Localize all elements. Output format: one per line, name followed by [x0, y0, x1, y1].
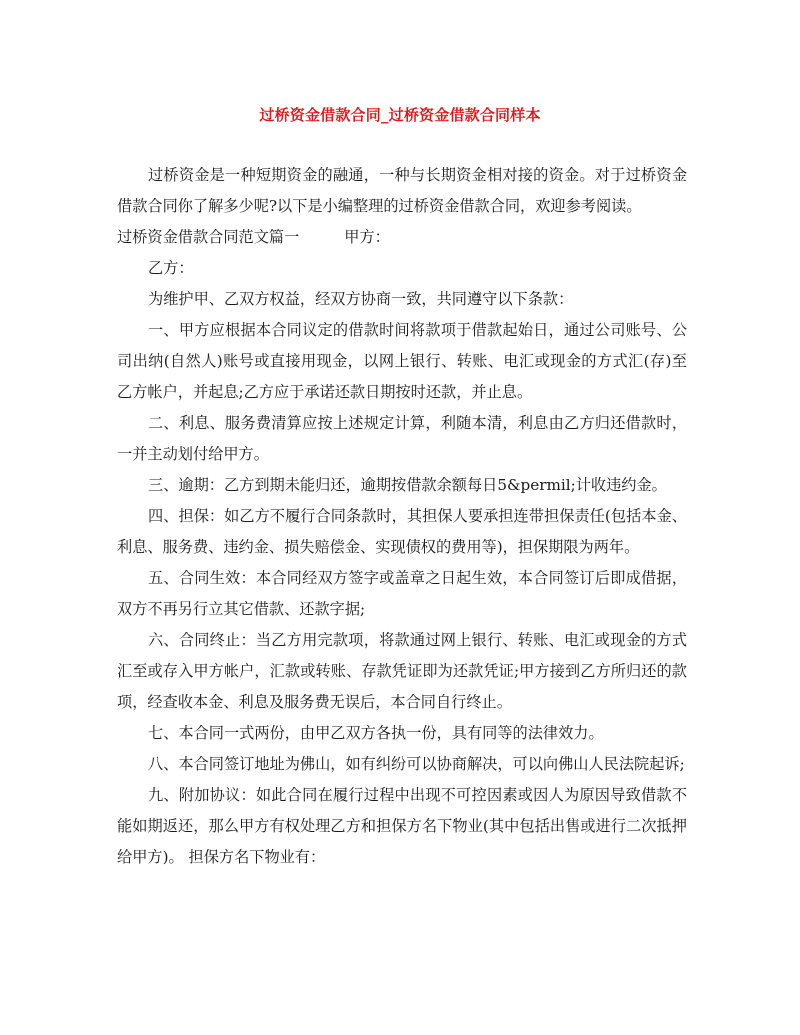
clause-9-text: 九、附加协议：如此合同在履行过程中出现不可控因素或因人为原因导致借款不能如期返还，那么甲方有权处理乙方和担保方名下物业(其中包括出售或进行二次抵押给甲方)。	[117, 786, 687, 866]
preamble-paragraph: 为维护甲、乙双方权益，经双方协商一致，共同遵守以下条款：	[148, 290, 574, 308]
sample-label: 过桥资金借款合同范文篇一	[117, 228, 300, 246]
clause-5: 五、合同生效：本合同经双方签字或盖章之日起生效，本合同签订后即成借据，双方不再另行立其它借款、还款字据;	[117, 569, 687, 618]
sample-heading-line	[117, 222, 687, 253]
clause-2: 二、利息、服务费清算应按上述规定计算，利随本清，利息由乙方归还借款时，一并主动划付给甲方。	[117, 414, 687, 463]
document-title: 过桥资金借款合同_过桥资金借款合同样本	[259, 106, 541, 124]
clause-9	[117, 780, 687, 873]
clause-7: 七、本合同一式两份，由甲乙双方各执一份，具有同等的法律效力。	[148, 724, 604, 742]
intro-paragraph: 过桥资金是一种短期资金的融通，一种与长期资金相对接的资金。对于过桥资金借款合同你了解多少呢?以下是小编整理的过桥资金借款合同，欢迎参考阅读。	[117, 166, 687, 215]
party-a-label: 甲方：	[344, 228, 390, 246]
party-b-label: 乙方：	[148, 259, 194, 277]
clause-1: 一、甲方应根据本合同议定的借款时间将款项于借款起始日，通过公司账号、公司出纳(自然人)账号或直接用现金，以网上银行、转账、电汇或现金的方式汇(存)至乙方帐户，并起息;乙方应于承诺还款日期按时还款，并止息。	[117, 321, 687, 401]
clause-3: 三、逾期：乙方到期未能归还，逾期按借款余额每日5&permil;计收违约金。	[148, 476, 667, 494]
document-body	[117, 160, 687, 873]
clause-8: 八、本合同签订地址为佛山，如有纠纷可以协商解决，可以向佛山人民法院起诉;	[148, 755, 685, 773]
guarantor-property-label: 担保方名下物业有：	[188, 848, 326, 866]
clause-6: 六、合同终止：当乙方用完款项，将款通过网上银行、转账、电汇或现金的方式汇至或存入甲方帐户，汇款或转账、存款凭证即为还款凭证;甲方接到乙方所归还的款项，经查收本金、利息及服务费无误后，本合同自行终止。	[117, 631, 687, 711]
clause-4: 四、担保：如乙方不履行合同条款时，其担保人要承担连带担保责任(包括本金、利息、服务费、违约金、损失赔偿金、实现债权的费用等)，担保期限为两年。	[117, 507, 687, 556]
